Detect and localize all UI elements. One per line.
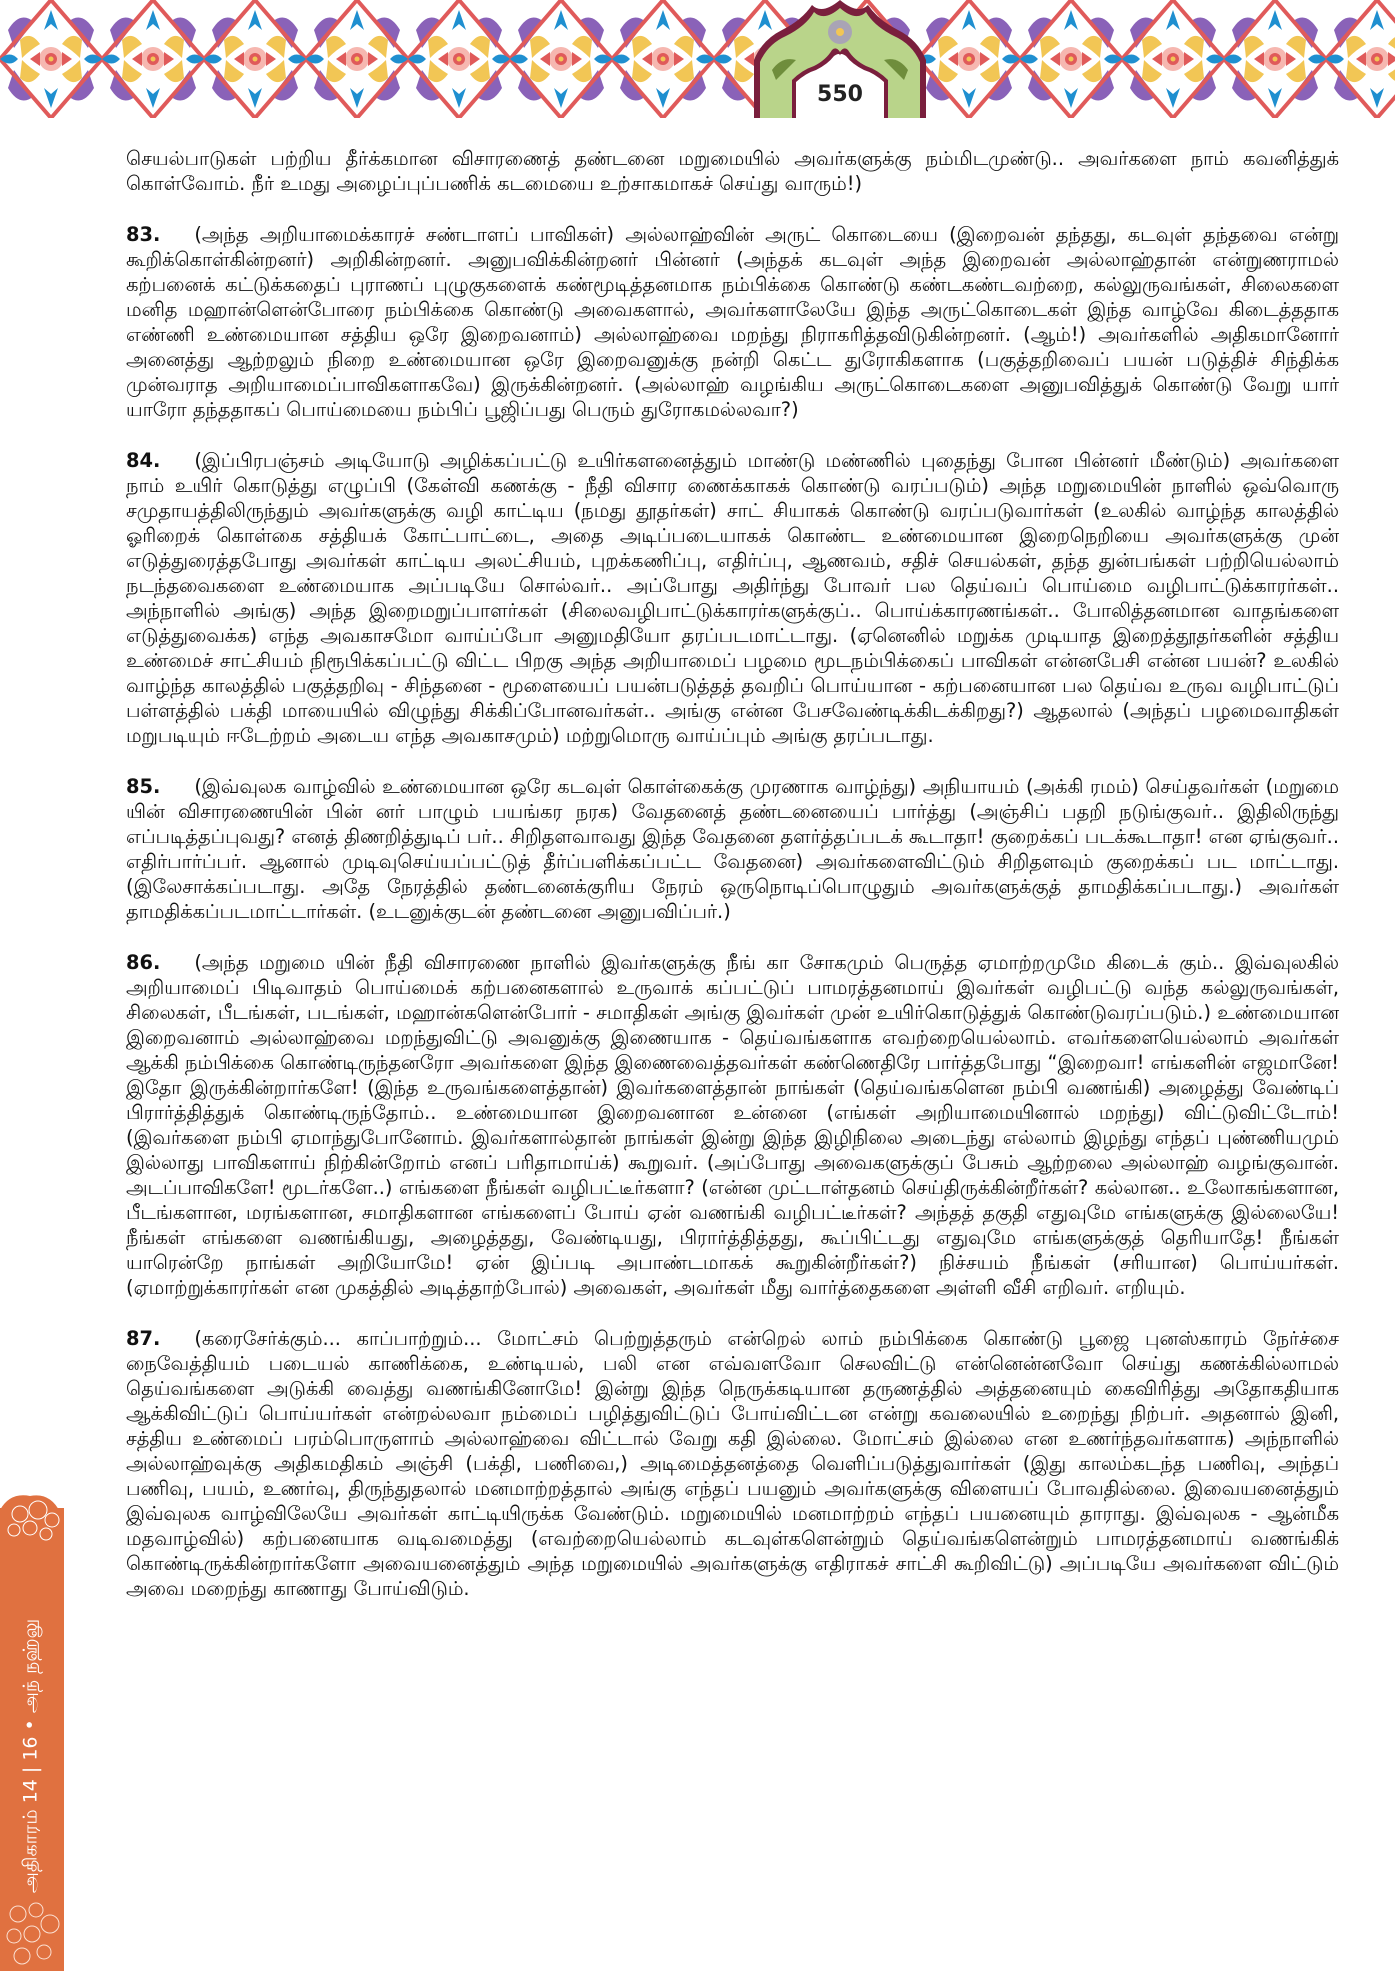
lace-ornament-top [0, 1490, 64, 1550]
verse-86 [126, 950, 1339, 1300]
paragraph-text: செயல்பாடுகள் பற்றிய தீர்க்கமான விசாரணைத் தண்டனை மறுமையில் அவர்களுக்கு நம்மிடமுண்டு.. அவர்களை நாம் கவனித்துக் கொள்வோம். நீர் உமது அழைப்புப்பணிக் கடமையை உற்சாகமாகச் செய்து வாரும்!) [126, 147, 1339, 195]
verse-number: 83. [126, 223, 161, 246]
paragraph-text: (இப்பிரபஞ்சம் அடியோடு அழிக்கப்பட்டு உயிர்களனைத்தும் மாண்டு மண்ணில் புதைந்து போன பின்னர் மீண்டும்) அவர்களை நாம் உயிர் கொடுத்து எழுப்பி (கேள்வி கணக்கு - நீதி விசார ணைக்காகக் கொண்டு வரப்படும்) அந்த மறுமையின் நாளில் ஒவ்வொரு சமுதாயத்திலிருந்தும் அவர்களுக்கு வழி காட்டிய (நமது தூதர்கள்) சாட் சியாகக் கொண்டு வரப்படுவார்கள் (உலகில் வாழ்ந்த காலத்தில் ஓரிறைக் கொள்கை சத்தியக் கோட்பாட்டை, அதை அடிப்படையாகக் கொண்ட உண்மையான இறைநெறியை அவர்களுக்கு முன் எடுத்துரைத்தபோது அவர்கள் காட்டிய அலட்சியம், புறக்கணிப்பு, எதிர்ப்பு, ஆணவம், சதிச் செயல்கள், தந்த துன்பங்கள் பற்றியெல்லாம் நடந்தவைகளை உண்மையாக அப்படியே சொல்வர்.. அப்போது அதிர்ந்து போவர் பல தெய்வப் பொய்மை வழிபாட்டுக்காரர்கள்.. அந்நாளில் அங்கு) அந்த இறைமறுப்பாளர்கள் (சிலைவழிபாட்டுக்காரர்களுக்குப்.. பொய்க்காரணங்கள்.. போலித்தனமான வாதங்களை எடுத்துவைக்க) எந்த அவகாசமோ வாய்ப்போ அனுமதியோ தரப்படமாட்டாது. (ஏனெனில் மறுக்க முடியாத இறைத்தூதர்களின் சத்திய உண்மைச் சாட்சியம் நிரூபிக்கப்பட்டு விட்ட பிறகு அந்த அறியாமைப் பழமை மூடநம்பிக்கைப் பாவிகள் என்னபேசி என்ன பயன்? உலகில் வாழ்ந்த காலத்தில் பகுத்தறிவு - சிந்தனை - மூளையைப் பயன்படுத்தத் தவறிப் பொய்யான - கற்பனையான பல தெய்வ உருவ வழிபாட்டுப் பள்ளத்தில் பக்தி மாயையில் விழுந்து சிக்கிப்போனவர்கள்.. அங்கு என்ன பேசவேண்டிக்கிடக்கிறது?) ஆதலால் (அந்தப் பழமைவாதிகள் மறுபடியும் ஈடேற்றம் அடைய எந்த அவகாசமும்) மற்றுமொரு வாய்ப்பும் அங்கு தரப்படாது. [126, 449, 1339, 747]
verse-number: 85. [126, 775, 161, 798]
page-body [126, 146, 1339, 1601]
paragraph-text: (கரைசேர்க்கும்... காப்பாற்றும்... மோட்சம் பெற்றுத்தரும் என்றெல் லாம் நம்பிக்கை கொண்டு பூஜை புனஸ்காரம் நேர்ச்சை நைவேத்தியம் படையல் காணிக்கை, உண்டியல், பலி என எவ்வளவோ செலவிட்டு என்னென்னவோ செய்து கணக்கில்லாமல் தெய்வங்களை அடுக்கி வைத்து வணங்கினோமே! இன்று இந்த நெருக்கடியான தருணத்தில் அத்தனையும் கைவிரித்து அதோகதியாக ஆக்கிவிட்டுப் பொய்யர்கள் என்றல்லவா நம்மைப் பழித்துவிட்டுப் போய்விட்டன என்று கவலையில் உறைந்து நிற்பர். அதனால் இனி, சத்திய உண்மைப் பரம்பொருளாம் அல்லாஹ்வை விட்டால் வேறு கதி இல்லை. மோட்சம் இல்லை என உணர்ந்தவர்களாக) அந்நாளில் அல்லாஹ்வுக்கு அதிகமதிகம் அஞ்சி (பக்தி, பணிவை,) அடிமைத்தனத்தை வெளிப்படுத்துவார்கள் (இது காலம்கடந்த பணிவு, அந்தப் பணிவு, பயம், உணர்வு, திருந்துதலால் மனமாற்றத்தால் அங்கு எந்தப் பயனும் அவர்களுக்கு விளையப் போவதில்லை. இவையனைத்தும் இவ்வுலக வாழ்விலேயே அவர்கள் காட்டியிருக்க வேண்டும். மறுமையில் மனமாற்றம் எந்தப் பயனையும் தாராது. இவ்வுலக - ஆன்மீக மதவாழ்வில்) கற்பனையாக வடிவமைத்து (எவற்றையெல்லாம் கடவுள்களென்றும் தெய்வங்களென்றும் பாமரத்தனமாய் வணங்கிக் கொண்டிருக்கின்றார்களோ அவையனைத்தும் அந்த மறுமையில் அவர்களுக்கு எதிராகச் சாட்சி கூறிவிட்டு) அப்படியே அவர்களை விட்டும் அவை மறைந்து காணாது போய்விடும். [126, 1327, 1339, 1600]
verse-number: 86. [126, 951, 161, 974]
paragraph-text: (இவ்வுலக வாழ்வில் உண்மையான ஒரே கடவுள் கொள்கைக்கு முரணாக வாழ்ந்து) அநியாயம் (அக்கி ரமம்) செய்தவர்கள் (மறுமை யின் விசாரணையின் பின் னர் பாழும் பயங்கர நரக) வேதனைத் தண்டனையைப் பார்த்து (அஞ்சிப் பதறி நடுங்குவர்.. இதிலிருந்து எப்படித்தப்புவது? எனத் திணறித்துடிப் பர்.. சிறிதளவாவது இந்த வேதனை தளர்த்தப்படக் கூடாதா! குறைக்கப் படக்கூடாதா! என ஏங்குவர்.. எதிர்பார்ப்பர். ஆனால் முடிவுசெய்யப்பட்டுத் தீர்ப்பளிக்கப்பட்ட வேதனை) அவர்களைவிட்டும் சிறிதளவும் குறைக்கப் பட மாட்டாது. (இலேசாக்கப்படாது. அதே நேரத்தில் தண்டனைக்குரிய நேரம் ஒருநொடிப்பொழுதும் அவர்களுக்குத் தாமதிக்கப்படாது.) அவர்கள் தாமதிக்கப்படமாட்டார்கள். (உடனுக்குடன் தண்டனை அனுபவிப்பர்.) [126, 775, 1339, 923]
decorative-header-border [0, 0, 1395, 118]
ornament-pattern [0, 0, 1395, 118]
verse-85 [126, 774, 1339, 924]
chapter-label: அதிகாரம் 14 | 16 • அந் நஹ்லு [19, 1618, 42, 1894]
page-number: 550 [817, 82, 863, 107]
verse-87 [126, 1326, 1339, 1601]
paragraph-continued [126, 146, 1339, 196]
paragraph-text: (அந்த அறியாமைக்காரச் சண்டாளப் பாவிகள்) அல்லாஹ்வின் அருட் கொடையை (இறைவன் தந்தது, கடவுள் தந்தவை என்று கூறிக்கொள்கின்றனர்) அறிகின்றனர். அனுபவிக்கின்றனர் பின்னர் (அந்தக் கடவுள் அந்த இறைவன் அல்லாஹ்தான் என்றுணராமல் கற்பனைக் கட்டுக்கதைப் புராணப் புழுகுகளைக் கண்மூடித்தனமாக நம்பிக்கை கொண்டு கண்டகண்டவற்றை, கல்லுருவங்கள், சிலைகளை மனித மஹான்ளென்போரை நம்பிக்கை கொண்டு அவைகளால், அவர்களாலேயே இந்த அருட்கொடைகள் இந்த வாழ்வே கிடைத்ததாக எண்ணி உண்மையான சத்திய ஒரே இறைவனாம்) அல்லாஹ்வை மறந்து நிராகரித்தவிடுகின்றனர். (ஆம்!) அவர்களில் அதிகமானோர் அனைத்து ஆற்றலும் நிறை உண்மையான ஒரே இறைவனுக்கு நன்றி கெட்ட துரோகிகளாக (பகுத்தறிவைப் பயன் படுத்திச் சிந்திக்க முன்வராத அறியாமைப்பாவிகளாகவே) இருக்கின்றனர். (அல்லாஹ் வழங்கிய அருட்கொடைகளை அனுபவித்துக் கொண்டு வேறு யார் யாரோ தந்ததாகப் பொய்மையை நம்பிப் பூஜிப்பது பெரும் துரோகமல்லவா?) [126, 223, 1339, 421]
verse-84 [126, 448, 1339, 748]
verse-83 [126, 222, 1339, 422]
verse-number: 87. [126, 1327, 161, 1350]
verse-number: 84. [126, 449, 161, 472]
lace-ornament-bottom [0, 1900, 64, 1971]
paragraph-text: (அந்த மறுமை யின் நீதி விசாரணை நாளில் இவர்களுக்கு நீங் கா சோகமும் பெருத்த ஏமாற்றமுமே கிடைக் கும்.. இவ்வுலகில் அறியாமைப் பிடிவாதம் பொய்மைக் கற்பனைகளால் உருவாக் கப்பட்டுப் பாமரத்தனமாய் இவர்கள் வழிபட்டு வந்த கல்லுருவங்கள், சிலைகள், பீடங்கள், படங்கள், மஹான்களென்போர் - சமாதிகள் அங்கு இவர்கள் முன் உயிர்கொடுத்துக் கொண்டுவரப்படும்.) உண்மையான இறைவனாம் அல்லாஹ்வை மறந்துவிட்டு அவனுக்கு இணையாக - தெய்வங்களாக எவற்றையெல்லாம். எவர்களையெல்லாம் அவர்கள் ஆக்கி நம்பிக்கை கொண்டிருந்தனரோ அவர்களை இந்த இணைவைத்தவர்கள் கண்ணெதிரே பார்த்தபோது “இறைவா! எங்களின் எஜமானே! இதோ இருக்கின்றார்களே! (இந்த உருவங்களைத்தான்) இவர்களைத்தான் நாங்கள் (தெய்வங்களென நம்பி வணங்கி) அழைத்து வேண்டிப் பிரார்த்தித்துக் கொண்டிருந்தோம்.. உண்மையான இறைவனான உன்னை (எங்கள் அறியாமையினால் மறந்து) விட்டுவிட்டோம்! (இவர்களை நம்பி ஏமாந்துபோனோம். இவர்களால்தான் நாங்கள் இன்று இந்த இழிநிலை அடைந்து எல்லாம் இழந்து எந்தப் புண்ணியமும் இல்லாது பாவிகளாய் நிற்கின்றோம் எனப் பரிதாமாய்க்) கூறுவர். (அப்போது அவைகளுக்குப் பேசும் ஆற்றலை அல்லாஹ் வழங்குவான். அடப்பாவிகளே! மூடர்களே..) எங்களை நீங்கள் வழிபட்டீர்களா? (என்ன முட்டாள்தனம் செய்திருக்கின்றீர்கள்? கல்லான.. உலோகங்களான, பீடங்களான, மரங்களான, சமாதிகளான எங்களைப் போய் ஏன் வணங்கி வழிபட்டீர்கள்? அந்தத் தகுதி எதுவுமே எங்களுக்கு இல்லையே! நீங்கள் எங்களை வணங்கியது, அழைத்தது, வேண்டியது, பிரார்த்தித்தது, கூப்பிட்டது எதுவுமே எங்களுக்குத் தெரியாதே! நீங்கள் யாரென்றே நாங்கள் அறியோமே! ஏன் இப்படி அபாண்டமாகக் கூறுகின்றீர்கள்?) நிச்சயம் நீங்கள் (சரியான) பொய்யர்கள். (ஏமாற்றுக்காரர்கள் என முகத்தில் அடித்தாற்போல்) அவைகள், அவர்கள் மீது வார்த்தைகளை அள்ளி வீசி எறிவர். எறியும். [126, 951, 1339, 1299]
